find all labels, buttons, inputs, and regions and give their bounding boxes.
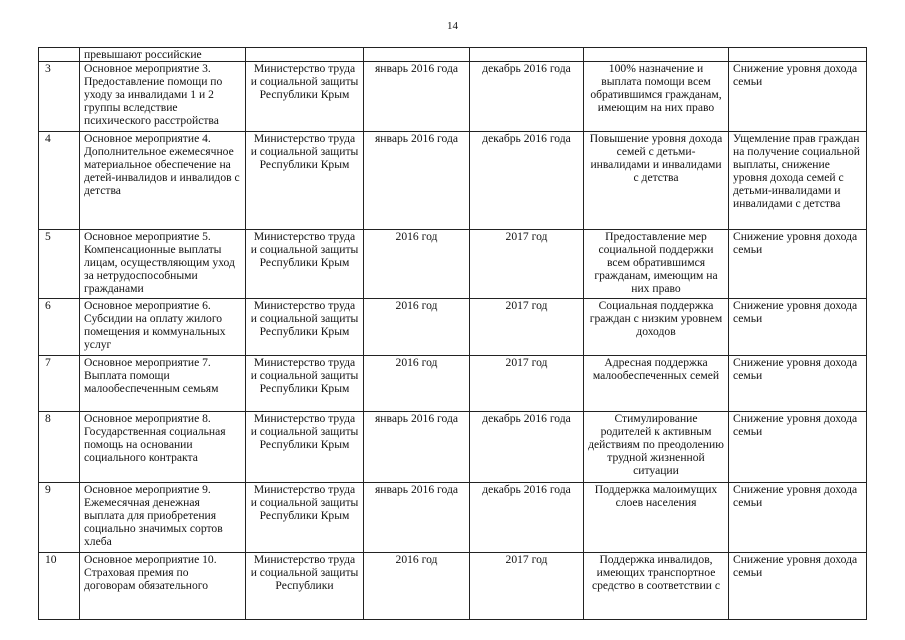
table-row — [39, 356, 867, 412]
row-number: 3 — [39, 62, 80, 132]
responsible-ministry: Министерство труда и социальной защиты Республики Крым — [246, 299, 364, 356]
measure-name: Основное мероприятие 8. Государственная социальная помощь на основании социального контракта — [80, 412, 246, 483]
measure-name: Основное мероприятие 3. Предоставление помощи по уходу за инвалидами 1 и 2 группы вследствие психического расстройства — [80, 62, 246, 132]
expected-result: Повышение уровня дохода семей с детьми-инвалидами и инвалидами с детства — [584, 132, 729, 230]
non-implementation-effect — [729, 48, 867, 62]
non-implementation-effect: Снижение уровня дохода семьи — [729, 553, 867, 620]
non-implementation-effect: Снижение уровня дохода семьи — [729, 230, 867, 299]
end-date: декабрь 2016 года — [470, 62, 584, 132]
responsible-ministry: Министерство труда и социальной защиты Республики Крым — [246, 356, 364, 412]
responsible-ministry: Министерство труда и социальной защиты Республики Крым — [246, 483, 364, 553]
end-date: 2017 год — [470, 230, 584, 299]
start-date: 2016 год — [364, 356, 470, 412]
expected-result: Социальная поддержка граждан с низким уровнем доходов — [584, 299, 729, 356]
table-row — [39, 62, 867, 132]
measure-name: Основное мероприятие 10. Страховая премия по договорам обязательного — [80, 553, 246, 620]
table-row — [39, 132, 867, 230]
non-implementation-effect: Снижение уровня дохода семьи — [729, 483, 867, 553]
non-implementation-effect: Ущемление прав граждан на получение социальной выплаты, снижение уровня дохода семей с детьми-инвалидами и инвалидами с детства — [729, 132, 867, 230]
end-date — [470, 48, 584, 62]
measure-name: Основное мероприятие 9. Ежемесячная денежная выплата для приобретения социально значимых сортов хлеба — [80, 483, 246, 553]
responsible-ministry: Министерство труда и социальной защиты Республики Крым — [246, 132, 364, 230]
measures-table — [38, 47, 867, 620]
end-date: 2017 год — [470, 553, 584, 620]
start-date: январь 2016 года — [364, 132, 470, 230]
table-row — [39, 230, 867, 299]
expected-result: 100% назначение и выплата помощи всем обратившимся гражданам, имеющим на них право — [584, 62, 729, 132]
start-date: январь 2016 года — [364, 62, 470, 132]
table-row — [39, 553, 867, 620]
end-date: 2017 год — [470, 356, 584, 412]
row-number: 7 — [39, 356, 80, 412]
measure-name: Основное мероприятие 7. Выплата помощи малообеспеченным семьям — [80, 356, 246, 412]
non-implementation-effect: Снижение уровня дохода семьи — [729, 299, 867, 356]
expected-result: Адресная поддержка малообеспеченных семей — [584, 356, 729, 412]
expected-result: Поддержка малоимущих слоев населения — [584, 483, 729, 553]
measure-name: Основное мероприятие 5. Компенсационные выплаты лицам, осуществляющим уход за нетрудоспособными гражданами — [80, 230, 246, 299]
responsible-ministry — [246, 48, 364, 62]
table-row — [39, 412, 867, 483]
end-date: декабрь 2016 года — [470, 412, 584, 483]
page-number: 14 — [447, 20, 458, 32]
row-number: 4 — [39, 132, 80, 230]
start-date: 2016 год — [364, 299, 470, 356]
table-row — [39, 48, 867, 62]
start-date: 2016 год — [364, 230, 470, 299]
row-number: 6 — [39, 299, 80, 356]
end-date: декабрь 2016 года — [470, 132, 584, 230]
measure-name: превышают российские — [80, 48, 246, 62]
expected-result — [584, 48, 729, 62]
non-implementation-effect: Снижение уровня дохода семьи — [729, 356, 867, 412]
expected-result: Поддержка инвалидов, имеющих транспортное средство в соответствии с — [584, 553, 729, 620]
responsible-ministry: Министерство труда и социальной защиты Республики Крым — [246, 412, 364, 483]
row-number: 5 — [39, 230, 80, 299]
end-date: 2017 год — [470, 299, 584, 356]
row-number: 9 — [39, 483, 80, 553]
table-row — [39, 483, 867, 553]
start-date: январь 2016 года — [364, 412, 470, 483]
responsible-ministry: Министерство труда и социальной защиты Республики Крым — [246, 62, 364, 132]
row-number — [39, 48, 80, 62]
measure-name: Основное мероприятие 4. Дополнительное ежемесячное материальное обеспечение на детей-инвалидов и инвалидов с детства — [80, 132, 246, 230]
measure-name: Основное мероприятие 6. Субсидии на оплату жилого помещения и коммунальных услуг — [80, 299, 246, 356]
row-number: 10 — [39, 553, 80, 620]
end-date: декабрь 2016 года — [470, 483, 584, 553]
non-implementation-effect: Снижение уровня дохода семьи — [729, 62, 867, 132]
expected-result: Стимулирование родителей к активным действиям по преодолению трудной жизненной ситуации — [584, 412, 729, 483]
responsible-ministry: Министерство труда и социальной защиты Республики — [246, 553, 364, 620]
responsible-ministry: Министерство труда и социальной защиты Республики Крым — [246, 230, 364, 299]
start-date: январь 2016 года — [364, 483, 470, 553]
start-date: 2016 год — [364, 553, 470, 620]
start-date — [364, 48, 470, 62]
expected-result: Предоставление мер социальной поддержки всем обратившимся гражданам, имеющим на них право — [584, 230, 729, 299]
non-implementation-effect: Снижение уровня дохода семьи — [729, 412, 867, 483]
table-row — [39, 299, 867, 356]
row-number: 8 — [39, 412, 80, 483]
